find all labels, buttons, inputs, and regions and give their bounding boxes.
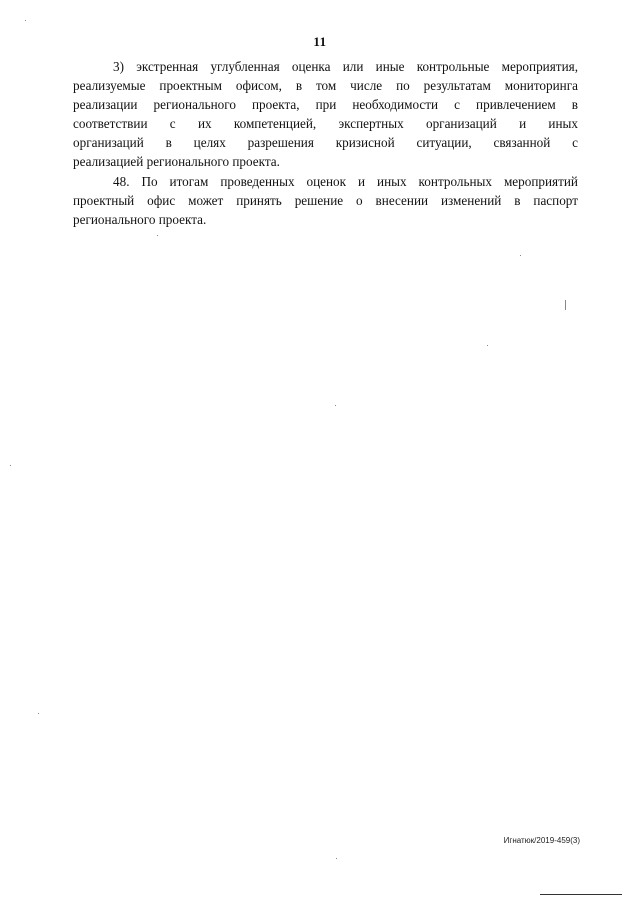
text-line: 48. По итогам проведенных оценок и иных контрольных мероприятий <box>113 173 578 189</box>
text-line: регионального проекта. <box>73 211 207 227</box>
text-line: проектный офис может принять решение о внесении изменений в паспорт <box>73 192 578 208</box>
text-line: 3) экстренная углубленная оценка или иные контрольные мероприятия, <box>113 59 578 74</box>
paragraph-item-48 <box>73 172 578 229</box>
document-footer-code: Игнатюк/2019-459(3) <box>503 836 580 845</box>
body-text <box>73 57 578 229</box>
scan-speck <box>25 20 26 21</box>
bottom-rule <box>540 894 622 895</box>
scan-speck <box>10 465 11 466</box>
page-number: 11 <box>313 34 327 49</box>
scan-speck <box>335 405 336 406</box>
text-line: реализуемые проектным офисом, в том числе по результатам мониторинга <box>73 78 578 94</box>
text-line: реализации регионального проекта, при необходимости с привлечением в <box>73 97 578 113</box>
scan-speck <box>487 345 488 346</box>
scan-speck <box>520 255 521 256</box>
scan-speck <box>565 300 566 310</box>
paragraph-item-3 <box>73 57 578 172</box>
text-line: реализацией регионального проекта. <box>73 154 280 170</box>
text-line: соответствии с их компетенцией, экспертных организаций и иных <box>73 116 578 132</box>
scan-speck <box>336 858 337 859</box>
scan-speck <box>38 713 39 714</box>
text-line: организаций в целях разрешения кризисной ситуации, связанной с <box>73 135 578 151</box>
scan-speck <box>157 235 158 236</box>
